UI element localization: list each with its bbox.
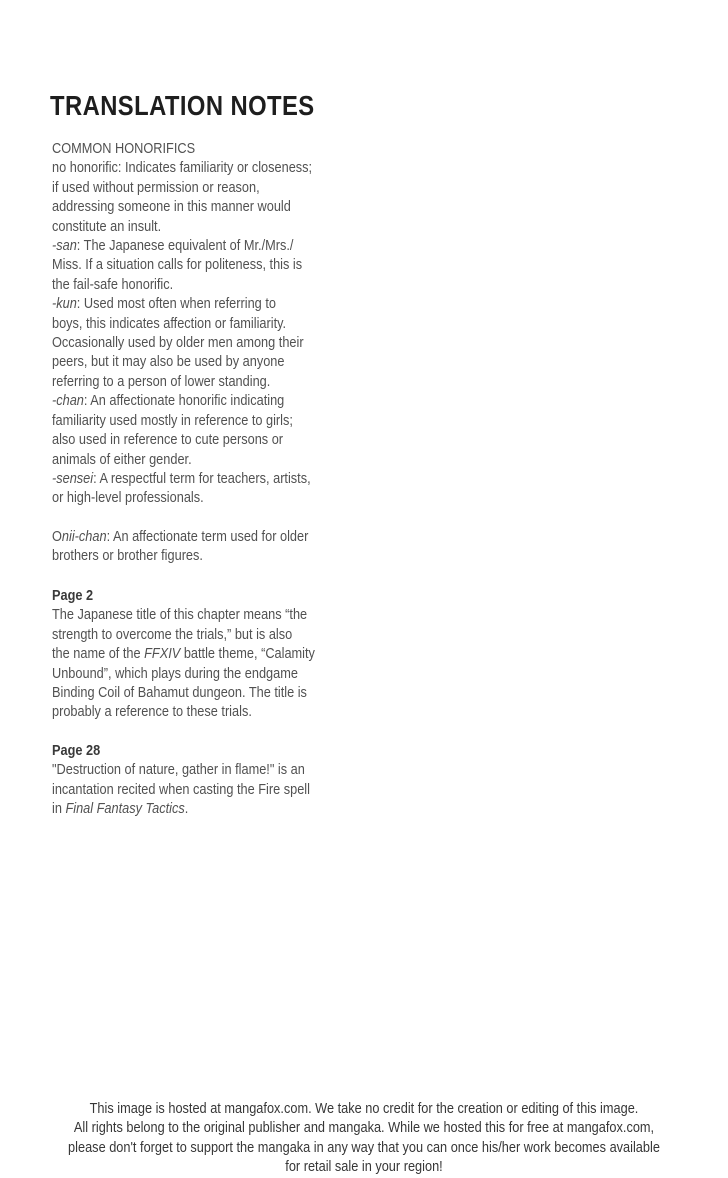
page-2-lines	[52, 605, 315, 721]
text-line: the name of the FFXIV battle theme, “Calamity	[52, 645, 315, 663]
text-line: probably a reference to these trials.	[52, 703, 252, 721]
text-line: addressing someone in this manner would	[52, 198, 291, 216]
text-line: brothers or brother figures.	[52, 547, 203, 565]
text-line: Occasionally used by older men among their	[52, 334, 304, 352]
onii-chan-lines	[52, 527, 308, 566]
text-line: please don't forget to support the mangaka in any way that you can once his/her work becomes available	[68, 1139, 660, 1156]
text-line: the fail-safe honorific.	[52, 275, 174, 293]
hosting-disclaimer-footer	[44, 1100, 685, 1178]
text-line: This image is hosted at mangafox.com. We take no credit for the creation or editing of this image.	[89, 1101, 639, 1117]
section-onii-chan	[52, 527, 308, 566]
text-line: Binding Coil of Bahamut dungeon. The title is	[52, 684, 307, 702]
text-line: for retail sale in your region!	[285, 1159, 443, 1176]
text-line: animals of either gender.	[52, 450, 192, 468]
text-line: Onii-chan: An affectionate term used for older	[52, 528, 309, 545]
text-line: -kun: Used most often when referring to	[52, 295, 276, 313]
text-line: no honorific: Indicates familiarity or closeness;	[52, 159, 313, 177]
text-line: boys, this indicates affection or familiarity.	[52, 314, 287, 332]
text-line: if used without permission or reason,	[52, 178, 260, 196]
page-title: TRANSLATION NOTES	[50, 90, 315, 121]
section-honorifics	[52, 139, 312, 508]
text-line: -san: The Japanese equivalent of Mr./Mrs./	[52, 237, 294, 255]
honorifics-lines	[52, 158, 312, 507]
text-line: -sensei: A respectful term for teachers, artists,	[52, 469, 311, 487]
text-line: All rights belong to the original publisher and mangaka. While we hosted this for free at mangafox.com,	[73, 1120, 655, 1137]
text-line: familiarity used mostly in reference to girls;	[52, 411, 293, 429]
text-line: "Destruction of nature, gather in flame!" is an	[52, 761, 305, 779]
text-line: -chan: An affectionate honorific indicating	[52, 392, 285, 410]
text-line: Unbound”, which plays during the endgame	[52, 664, 298, 682]
page-28-lines	[52, 760, 310, 818]
text-line: peers, but it may also be used by anyone	[52, 353, 285, 371]
honorifics-heading: COMMON HONORIFICS	[52, 140, 196, 157]
text-line: in Final Fantasy Tactics.	[52, 800, 189, 818]
text-line: Miss. If a situation calls for politeness, this is	[52, 256, 303, 274]
text-line: also used in reference to cute persons or	[52, 431, 284, 449]
text-line: or high-level professionals.	[52, 489, 204, 507]
text-line: The Japanese title of this chapter means “the	[52, 606, 308, 624]
footer-lines	[44, 1100, 685, 1178]
section-page-2	[52, 586, 315, 722]
section-page-28	[52, 741, 310, 819]
text-line: constitute an insult.	[52, 217, 162, 235]
text-line: referring to a person of lower standing.	[52, 372, 271, 390]
text-line: incantation recited when casting the Fire spell	[52, 780, 310, 798]
page-2-heading: Page 2	[52, 587, 94, 604]
page-28-heading: Page 28	[52, 742, 101, 759]
text-line: strength to overcome the trials,” but is also	[52, 625, 293, 643]
